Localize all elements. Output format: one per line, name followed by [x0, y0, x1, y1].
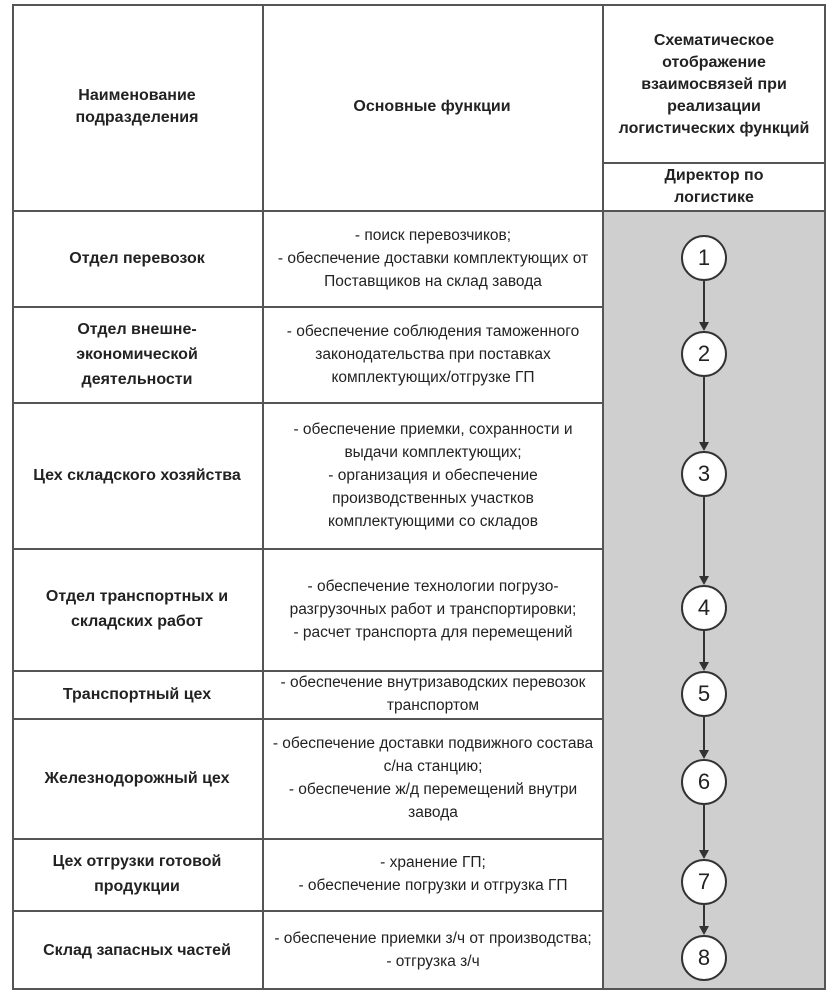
- unit-functions: - обеспечение соблюдения таможенного законодательства при поставках комплектующих/отгрузке ГП: [286, 322, 580, 386]
- step-circle: 1: [681, 235, 727, 281]
- unit-name: Отдел внешне-экономической деятельности: [76, 320, 198, 388]
- unit-name: Цех отгрузки готовой продукции: [52, 853, 222, 895]
- step-circle: 3: [681, 451, 727, 497]
- unit-name: Отдел транспортных и складских работ: [45, 588, 229, 630]
- flow-arrow-head: [699, 576, 709, 585]
- flow-arrow-head: [699, 750, 709, 759]
- step-circle: 4: [681, 585, 727, 631]
- unit-functions: - обеспечение доставки подвижного состава с/на станцию; - обеспечение ж/д перемещений внутри завода: [272, 735, 594, 821]
- flow-arrow-head: [699, 662, 709, 671]
- unit-functions: - обеспечение внутризаводских перевозок транспортом: [280, 674, 586, 714]
- flow-arrows: [12, 4, 826, 990]
- header-schema: Схематическое отображение взаимосвязей при реализации логистических функций: [618, 32, 810, 137]
- unit-functions: - обеспечение технологии погрузо-разгрузочных работ и транспортировки; - расчет транспорта для перемещений: [289, 577, 577, 641]
- step-circle: 5: [681, 671, 727, 717]
- flow-arrow-head: [699, 322, 709, 331]
- header-functions: Основные функции: [353, 98, 511, 115]
- unit-functions: - обеспечение приемки з/ч от производства; - отгрузка з/ч: [274, 930, 592, 970]
- header-director: Директор по логистике: [664, 167, 764, 206]
- unit-name: Отдел перевозок: [69, 249, 205, 267]
- step-circle: 6: [681, 759, 727, 805]
- unit-name: Склад запасных частей: [43, 941, 231, 959]
- unit-name: Транспортный цех: [62, 685, 212, 703]
- flow-arrow-head: [699, 442, 709, 451]
- unit-functions: - обеспечение приемки, сохранности и выдачи комплектующих; - организация и обеспечение производственных участков комплектующими со складов: [293, 420, 573, 530]
- unit-name: Железнодорожный цех: [44, 769, 230, 787]
- step-circle: 8: [681, 935, 727, 981]
- header-unit-name: Наименование подразделения: [75, 87, 199, 126]
- flow-arrow-head: [699, 850, 709, 859]
- unit-functions: - поиск перевозчиков; - обеспечение доставки комплектующих от Поставщиков на склад завода: [277, 226, 589, 290]
- step-circle: 7: [681, 859, 727, 905]
- step-circle: 2: [681, 331, 727, 377]
- unit-functions: - хранение ГП; - обеспечение погрузки и отгрузка ГП: [298, 854, 568, 894]
- logistics-table: [12, 4, 826, 990]
- unit-name: Цех складского хозяйства: [33, 466, 241, 484]
- flow-arrow-head: [699, 926, 709, 935]
